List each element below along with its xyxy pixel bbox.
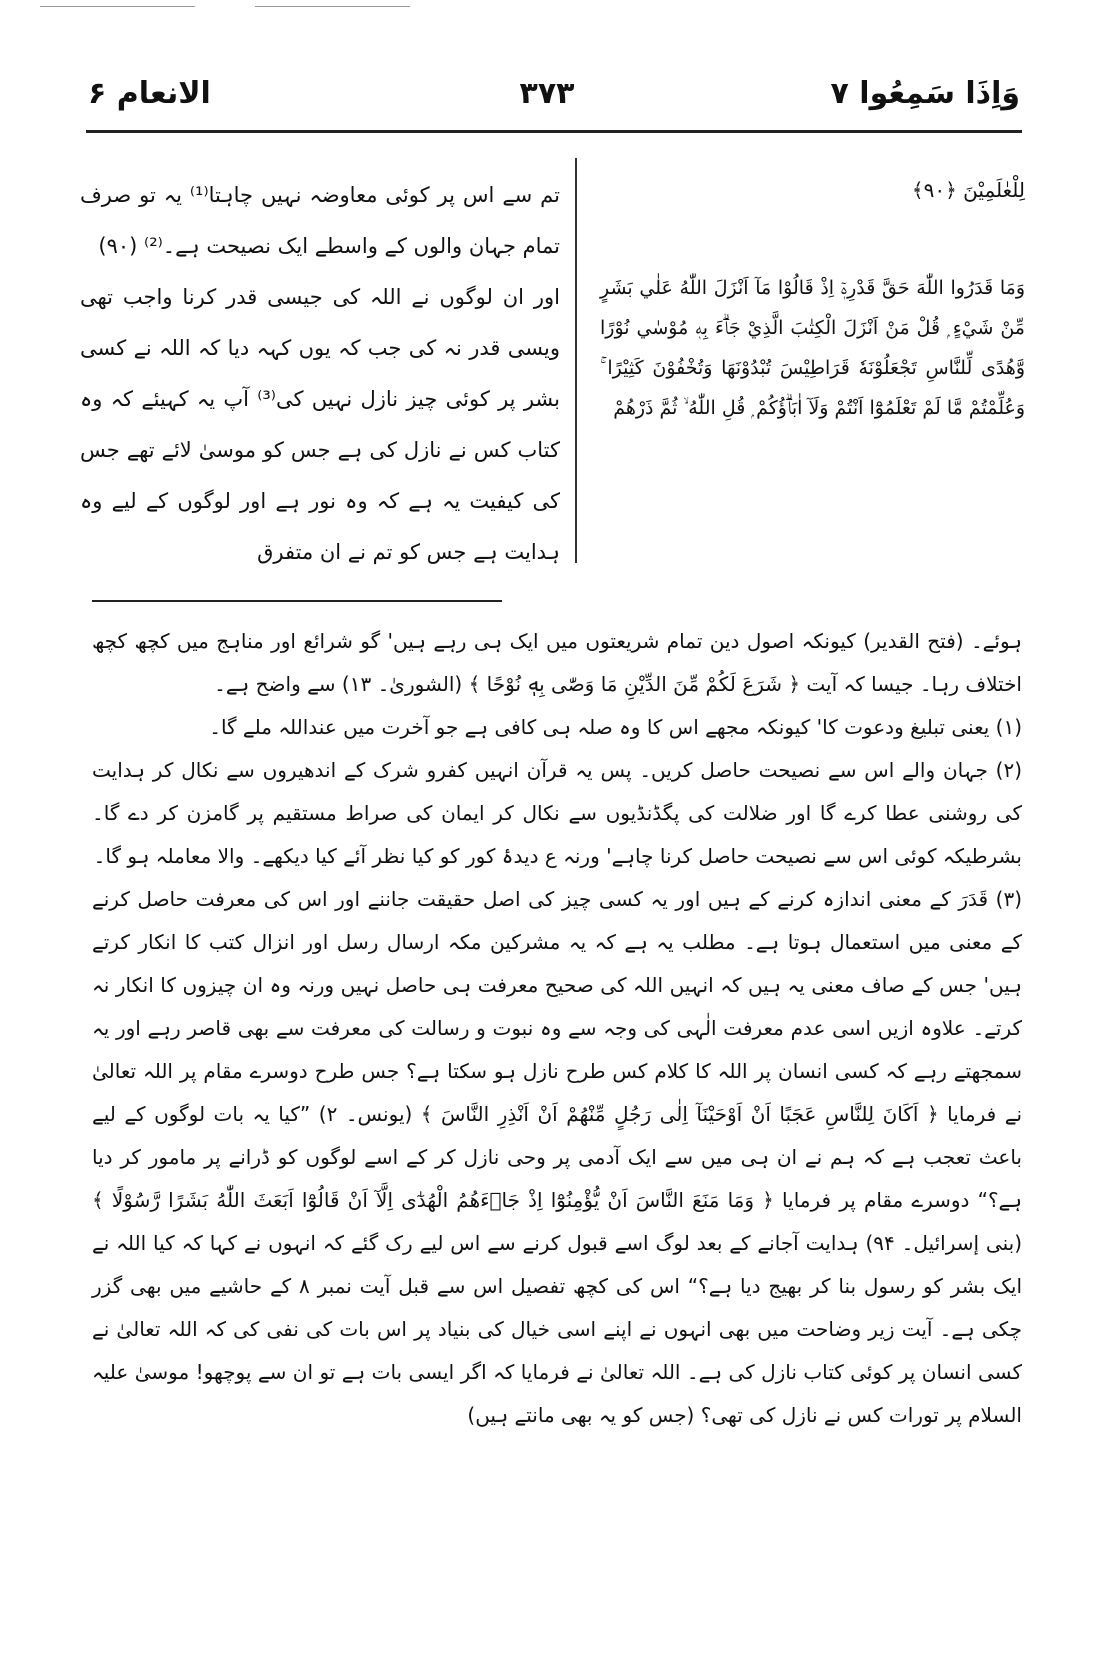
header-divider — [86, 130, 1022, 133]
page-header — [60, 70, 1034, 122]
arabic-verse: وَمَا قَدَرُوا اللّٰهَ حَقَّ قَدْرِهٖٓ اِذْ قَالُوْا مَآ اَنْزَلَ اللّٰهُ عَلٰي بَشَرٍ مِّنْ شَيْءٍ ۭ قُلْ مَنْ اَنْزَلَ الْكِتٰبَ الَّذِيْ جَاۗءَ بِهٖ مُوْسٰي نُوْرًا وَّهُدًى لِّلنَّاسِ تَجْعَلُوْنَهٗ قَرَاطِيْسَ تُبْدُوْنَهَا وَتُخْفُوْنَ كَثِيْرًا ۚ وَعُلِّمْتُمْ مَّا لَمْ تَعْلَمُوْٓا اَنْتُمْ وَلَآ اٰبَاۗؤُكُمْ ۭ قُلِ اللّٰهُ ۙ ثُمَّ ذَرْهُمْ — [600, 277, 1025, 419]
footnote-divider — [92, 600, 502, 602]
juz-name: وَاِذَا سَمِعُوا ۷ — [830, 76, 1020, 111]
translation-paragraph: تم سے اس پر کوئی معاوضہ نہیں چاہتا⁽¹⁾ یہ تو صرف تمام جہان والوں کے واسطے ایک نصیحت ہے۔⁽²⁾ (۹۰) — [80, 183, 560, 258]
footnotes-section — [92, 620, 1022, 1437]
arabic-column — [600, 170, 1025, 428]
footnote-3: (۳) قَدَرَ کے معنی اندازہ کرنے کے ہیں اور یہ کسی چیز کی اصل حقیقت جاننے اور اس کی معرفت حاصل کرنے کے معنی میں استعمال ہوتا ہے۔ مطلب یہ ہے کہ یہ مشرکین مکہ ارسال رسل اور انزال کتب کا انکار کرتے ہیں' جس کے صاف معنی یہ ہیں کہ انہیں اللہ کی صحیح معرفت ہی حاصل نہیں ورنہ وہ ان چیزوں کا انکار نہ کرتے۔ علاوہ ازیں اسی عدم معرفت الٰہی کی وجہ سے وہ نبوت و رسالت کی معرفت سے بھی قاصر رہے اور یہ سمجھتے رہے کہ کسی انسان پر اللہ کا کلام کس طرح نازل ہو سکتا ہے؟ جس طرح دوسرے مقام پر اللہ تعالیٰ نے فرمایا ﴿ اَكَانَ لِلنَّاسِ عَجَبًا اَنْ اَوْحَيْنَآ اِلٰى رَجُلٍ مِّنْهُمْ اَنْ اَنْذِرِ النَّاسَ ﴾ (یونس۔ ۲) ”کیا یہ بات لوگوں کے لیے باعث تعجب ہے کہ ہم نے ان ہی میں سے ایک آدمی پر وحی نازل کر کے اسے لوگوں کو ڈرانے پر مامور کر دیا ہے؟“ دوسرے مقام پر فرمایا ﴿ وَمَا مَنَعَ النَّاسَ اَنْ يُّؤْمِنُوْٓا اِذْ جَاۗءَهُمُ الْهُدٰٓى اِلَّآ اَنْ قَالُوْٓا اَبَعَثَ اللّٰهُ بَشَرًا رَّسُوْلًا ﴾ (بنی إسرائیل۔ ۹۴) ہدایت آجانے کے بعد لوگ اسے قبول کرنے سے اس لیے رک گئے کہ انہوں نے کہا کہ کیا اللہ نے ایک بشر کو رسول بنا کر بھیج دیا ہے؟“ اس کی کچھ تفصیل اس سے قبل آیت نمبر ۸ کے حاشیے میں بھی گزر چکی ہے۔ آیت زیر وضاحت میں بھی انہوں نے اپنے اسی خیال کی بنیاد پر اس بات کی نفی کی کہ اللہ تعالیٰ نے کسی انسان پر کوئی کتاب نازل کی ہے۔ اللہ تعالیٰ نے فرمایا کہ اگر ایسی بات ہے تو ان سے پوچھو! موسیٰ علیہ السلام پر تورات کس نے نازل کی تھی؟ (جس کو یہ بھی مانتے ہیں) — [92, 887, 1023, 1427]
arabic-verse-end: لِلْعٰلَمِيْنَ ﴿۹۰﴾ — [911, 178, 1025, 202]
footnote-1: (۱) یعنی تبلیغ ودعوت کا' کیونکہ مجھے اس کا وہ صلہ ہی کافی ہے جو آخرت میں عنداللہ ملے گا۔ — [209, 715, 1022, 739]
surah-name: الانعام ۶ — [88, 76, 211, 111]
footnote-2: (۲) جہان والے اس سے نصیحت حاصل کریں۔ پس یہ قرآن انہیں کفرو شرک کے اندھیروں سے نکال کر ہدایت کی روشنی عطا کرے گا اور ضلالت کی پگڈنڈیوں سے نکال کر ایمان کی صراط مستقیم پر گامزن کر دے گا۔ بشرطیکہ کوئی اس سے نصیحت حاصل کرنا چاہے' ورنہ ع دیدۂ کور کو کیا نظر آئے کیا دیکھے۔ والا معاملہ ہو گا۔ — [92, 758, 1022, 868]
footnote-continuation: ہوئے۔ (فتح القدیر) کیونکہ اصول دین تمام شریعتوں میں ایک ہی رہے ہیں' گو شرائع اور مناہج میں کچھ کچھ اختلاف رہا۔ جیسا کہ آیت ﴿ شَرَعَ لَكُمْ مِّنَ الدِّيْنِ مَا وَصّٰى بِهٖ نُوْحًا ﴾ (الشوریٰ۔ ۱۳) سے واضح ہے۔ — [92, 629, 1022, 696]
page-number: ۳۷۳ — [519, 76, 575, 111]
translation-paragraph: اور ان لوگوں نے اللہ کی جیسی قدر کرنا واجب تھی ویسی قدر نہ کی جب کہ یوں کہہ دیا کہ اللہ نے کسی بشر پر کوئی چیز نازل نہیں کی⁽³⁾ آپ یہ کہیئے کہ وہ کتاب کس نے نازل کی ہے جس کو موسیٰ لائے تھے جس کی کیفیت یہ ہے کہ وہ نور ہے اور لوگوں کے لیے وہ ہدایت ہے جس کو تم نے ان متفرق — [80, 285, 560, 564]
column-divider — [575, 158, 577, 563]
translation-column — [80, 170, 560, 578]
top-scan-line-left — [40, 6, 195, 7]
top-scan-line-right — [255, 6, 410, 7]
